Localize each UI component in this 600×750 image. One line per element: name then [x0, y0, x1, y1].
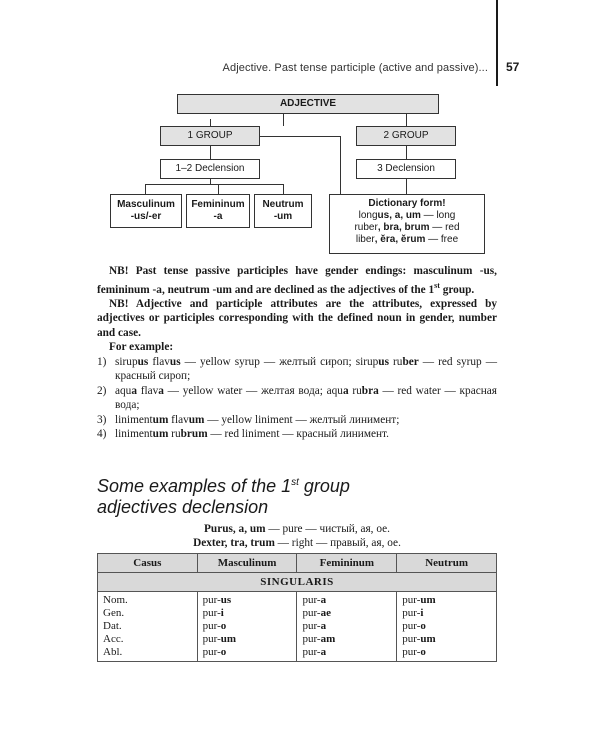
table-row — [98, 633, 497, 646]
neutrum-ending: -um — [273, 211, 293, 222]
form-cell: pur-us — [197, 592, 297, 608]
group1-box: 1 GROUP — [160, 126, 260, 146]
section-title: Some examples of the 1st group adjectives declension — [97, 476, 350, 517]
model-words — [97, 522, 497, 550]
casus-cell: Gen. — [98, 607, 198, 620]
for-example-label: For example: — [109, 341, 174, 354]
form-cell: pur-o — [197, 646, 297, 662]
connector — [218, 184, 219, 194]
notes-block — [97, 264, 497, 442]
connector — [260, 136, 340, 137]
form-cell: pur-a — [297, 646, 397, 662]
nb-note-1: NB! Past tense passive participles have gender endings: masculinum -us, femininum -a, neutrum -um and are declined as the adjectives of the 1st group. — [97, 265, 497, 296]
form-cell: pur-i — [197, 607, 297, 620]
form-cell: pur-a — [297, 592, 397, 608]
casus-cell: Acc. — [98, 633, 198, 646]
dictionary-line: liber, ĕra, ĕrum — free — [355, 234, 459, 245]
masculinum-label: Masculinum — [117, 199, 175, 210]
form-cell: pur-um — [397, 592, 497, 608]
running-title: Adjective. Past tense participle (active and passive)... — [222, 62, 488, 74]
declension-rows — [98, 592, 497, 662]
table-row — [98, 592, 497, 608]
casus-cell: Dat. — [98, 620, 198, 633]
connector — [406, 179, 407, 194]
form-cell: pur-um — [197, 633, 297, 646]
declension-table — [97, 553, 497, 662]
table-header-row — [98, 554, 497, 573]
masculinum-ending: -us/-er — [130, 211, 162, 222]
connector — [283, 114, 284, 126]
example-item: 4) linimentum rubrum — red liniment — красный линимент. — [97, 428, 389, 441]
declension12-box: 1–2 Declension — [160, 159, 260, 179]
col-header: Casus — [98, 554, 198, 573]
table-row — [98, 620, 497, 633]
example-number: 1) — [97, 355, 107, 368]
examples-list — [97, 355, 497, 442]
neutrum-box — [254, 194, 312, 228]
connector — [210, 146, 211, 159]
connector — [283, 184, 284, 194]
connector — [406, 114, 407, 126]
form-cell: pur-o — [397, 620, 497, 633]
model-line-1: Purus, a, um — pure — чистый, ая, ое. — [204, 523, 390, 535]
col-header: Femininum — [297, 554, 397, 573]
masculinum-box — [110, 194, 182, 228]
example-number: 4) — [97, 428, 107, 441]
example-item: 1) sirupus flavus — yellow syrup — желтый сироп; sirupus ruber — red syrup — красный сироп; — [97, 355, 498, 383]
example-item: 3) linimentum flavum — yellow liniment — желтый линимент; — [97, 413, 400, 426]
col-header: Masculinum — [197, 554, 297, 573]
connector — [406, 146, 407, 159]
adjective-diagram — [0, 0, 600, 260]
form-cell: pur-a — [297, 620, 397, 633]
casus-cell: Abl. — [98, 646, 198, 662]
form-cell: pur-ae — [297, 607, 397, 620]
dictionary-line: longus, a, um — long — [358, 210, 456, 221]
group2-box: 2 GROUP — [356, 126, 456, 146]
femininum-box — [186, 194, 250, 228]
declension3-box: 3 Declension — [356, 159, 456, 179]
neutrum-label: Neutrum — [262, 199, 304, 210]
form-cell: pur-um — [397, 633, 497, 646]
nb-note-2: NB! Adjective and participle attributes are the attributes, expressed by adjectives or participles corresponding with the defined noun in gender, number and case. — [97, 297, 497, 339]
dictionary-line: ruber, bra, brum — red — [354, 222, 460, 233]
singularis-row: SINGULARIS — [98, 573, 497, 592]
dictionary-form-box — [329, 194, 485, 254]
femininum-label: Femininum — [191, 199, 245, 210]
form-cell: pur-i — [397, 607, 497, 620]
form-cell: pur-o — [197, 620, 297, 633]
connector — [340, 136, 341, 194]
table-row — [98, 607, 497, 620]
example-number: 3) — [97, 413, 107, 426]
model-line-2: Dexter, tra, trum — right — правый, ая, ое. — [193, 537, 401, 549]
col-header: Neutrum — [397, 554, 497, 573]
form-cell: pur-am — [297, 633, 397, 646]
connector — [210, 119, 211, 126]
table-row — [98, 646, 497, 662]
casus-cell: Nom. — [98, 592, 198, 608]
example-item: 2) aqua flava — yellow water — желтая вода; aqua rubra — red water — красная вода; — [97, 384, 497, 412]
form-cell: pur-o — [397, 646, 497, 662]
adjective-root-box: ADJECTIVE — [177, 94, 439, 114]
connector — [145, 184, 146, 194]
connector — [145, 184, 284, 185]
page-number: 57 — [506, 60, 520, 74]
femininum-ending: -a — [213, 211, 223, 222]
dictionary-form-title: Dictionary form! — [368, 198, 446, 209]
example-number: 2) — [97, 384, 107, 397]
